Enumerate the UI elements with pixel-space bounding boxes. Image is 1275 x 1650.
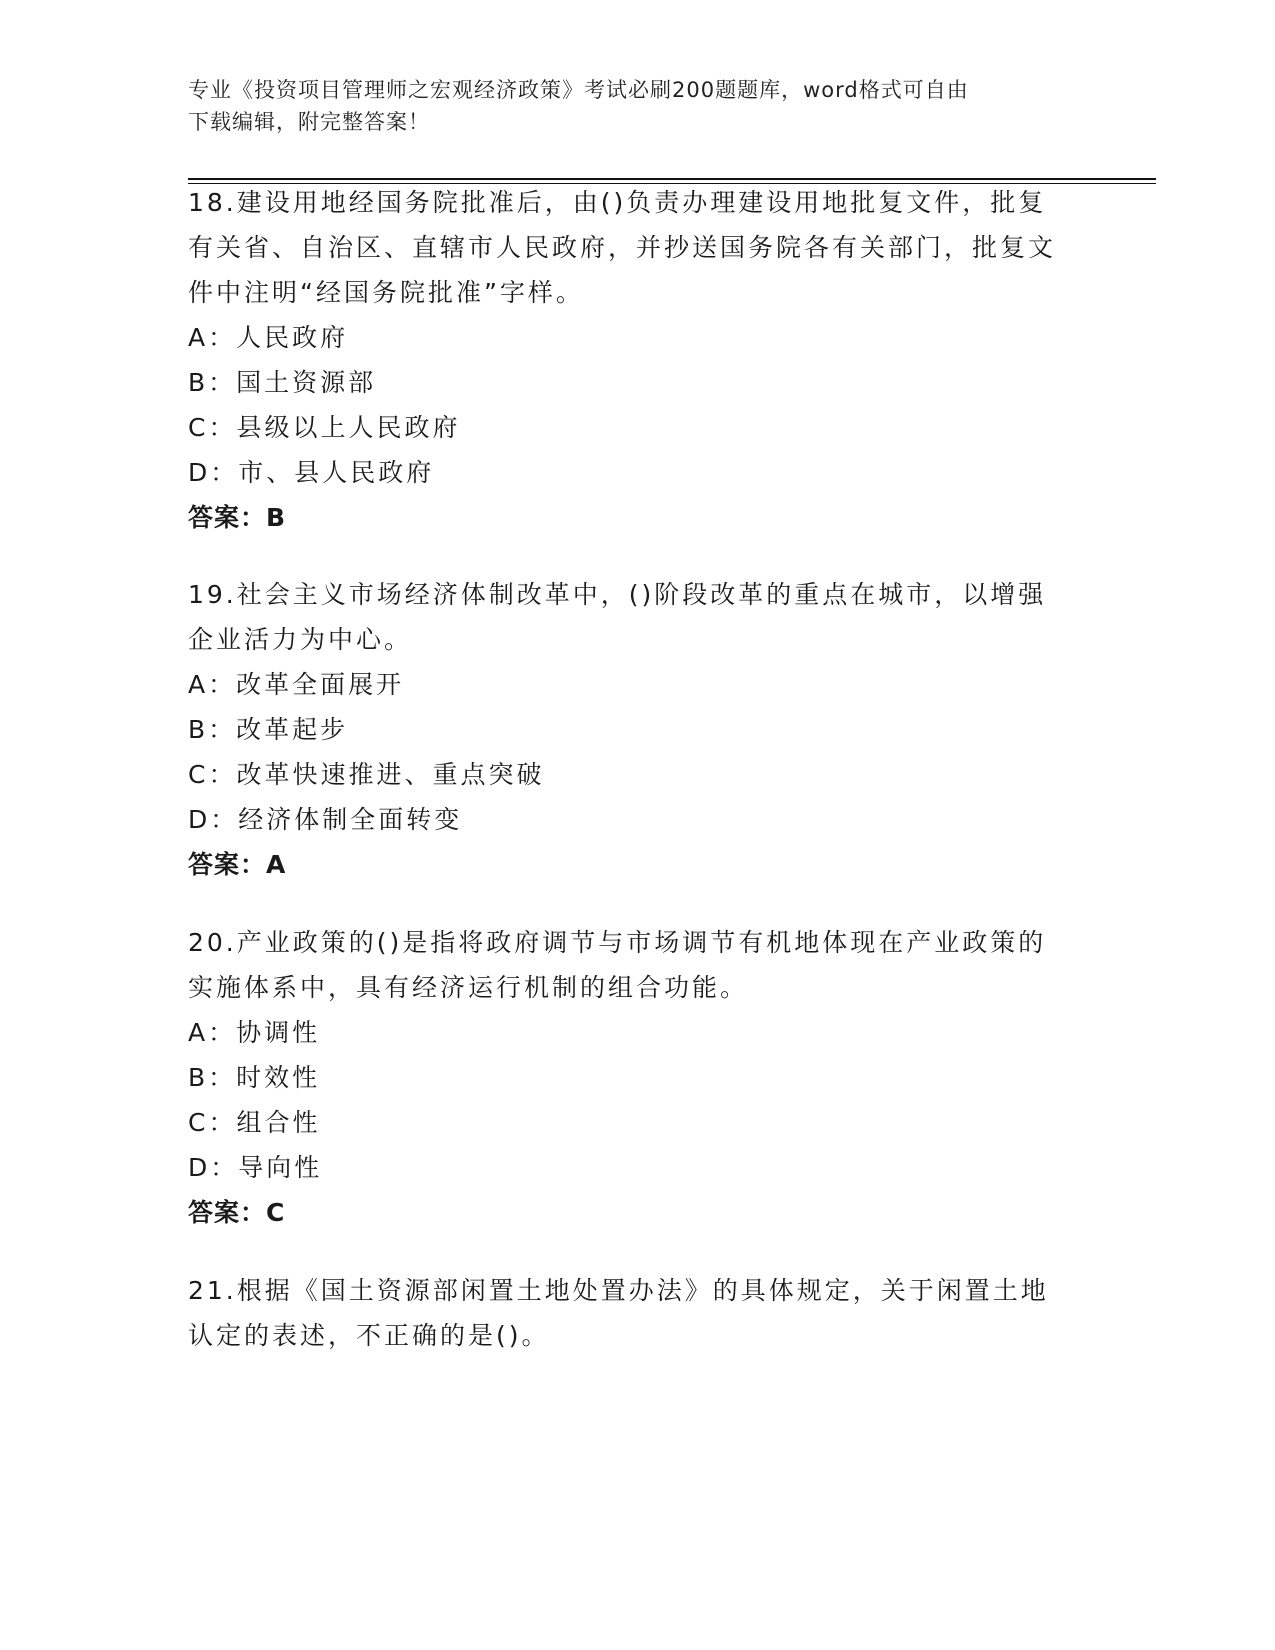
option-c: C：组合性 <box>188 1108 321 1137</box>
answer-value: B <box>266 503 286 532</box>
answer-line <box>188 842 1088 887</box>
answer-label: 答案： <box>188 503 267 532</box>
question-stem: 20.产业政策的()是指将政府调节与市场调节有机地体现在产业政策的实施体系中，具有经济运行机制的组合功能。 <box>188 928 1047 1002</box>
header-line-2: 下载编辑，附完整答案！ <box>188 110 430 134</box>
option-d: D：市、县人民政府 <box>188 458 435 487</box>
question-stem: 21.根据《国土资源部闲置土地处置办法》的具体规定，关于闲置土地认定的表述，不正确的是()。 <box>188 1276 1049 1350</box>
question-20 <box>188 920 1088 1235</box>
answer-line <box>188 495 1088 540</box>
option-b: B：改革起步 <box>188 715 349 744</box>
question-stem: 19.社会主义市场经济体制改革中，()阶段改革的重点在城市，以增强企业活力为中心。 <box>188 580 1047 654</box>
option-c: C：改革快速推进、重点突破 <box>188 760 545 789</box>
question-21 <box>188 1268 1088 1358</box>
option-b: B：时效性 <box>188 1063 321 1092</box>
document-header <box>188 74 1068 138</box>
question-stem: 18.建设用地经国务院批准后，由()负责办理建设用地批复文件，批复有关省、自治区、直辖市人民政府，并抄送国务院各有关部门，批复文件中注明“经国务院批准”字样。 <box>188 188 1057 307</box>
option-a: A：人民政府 <box>188 323 349 352</box>
question-18 <box>188 180 1088 540</box>
option-d: D：导向性 <box>188 1153 323 1182</box>
option-d: D：经济体制全面转变 <box>188 805 463 834</box>
answer-value: A <box>266 850 286 879</box>
question-19 <box>188 572 1088 887</box>
option-b: B：国土资源部 <box>188 368 377 397</box>
header-line-1: 专业《投资项目管理师之宏观经济政策》考试必刷200题题库，word格式可自由 <box>188 78 969 102</box>
answer-value: C <box>266 1198 285 1227</box>
option-c: C：县级以上人民政府 <box>188 413 461 442</box>
answer-line <box>188 1190 1088 1235</box>
answer-label: 答案： <box>188 1198 267 1227</box>
answer-label: 答案： <box>188 850 267 879</box>
option-a: A：改革全面展开 <box>188 670 405 699</box>
option-a: A：协调性 <box>188 1018 321 1047</box>
